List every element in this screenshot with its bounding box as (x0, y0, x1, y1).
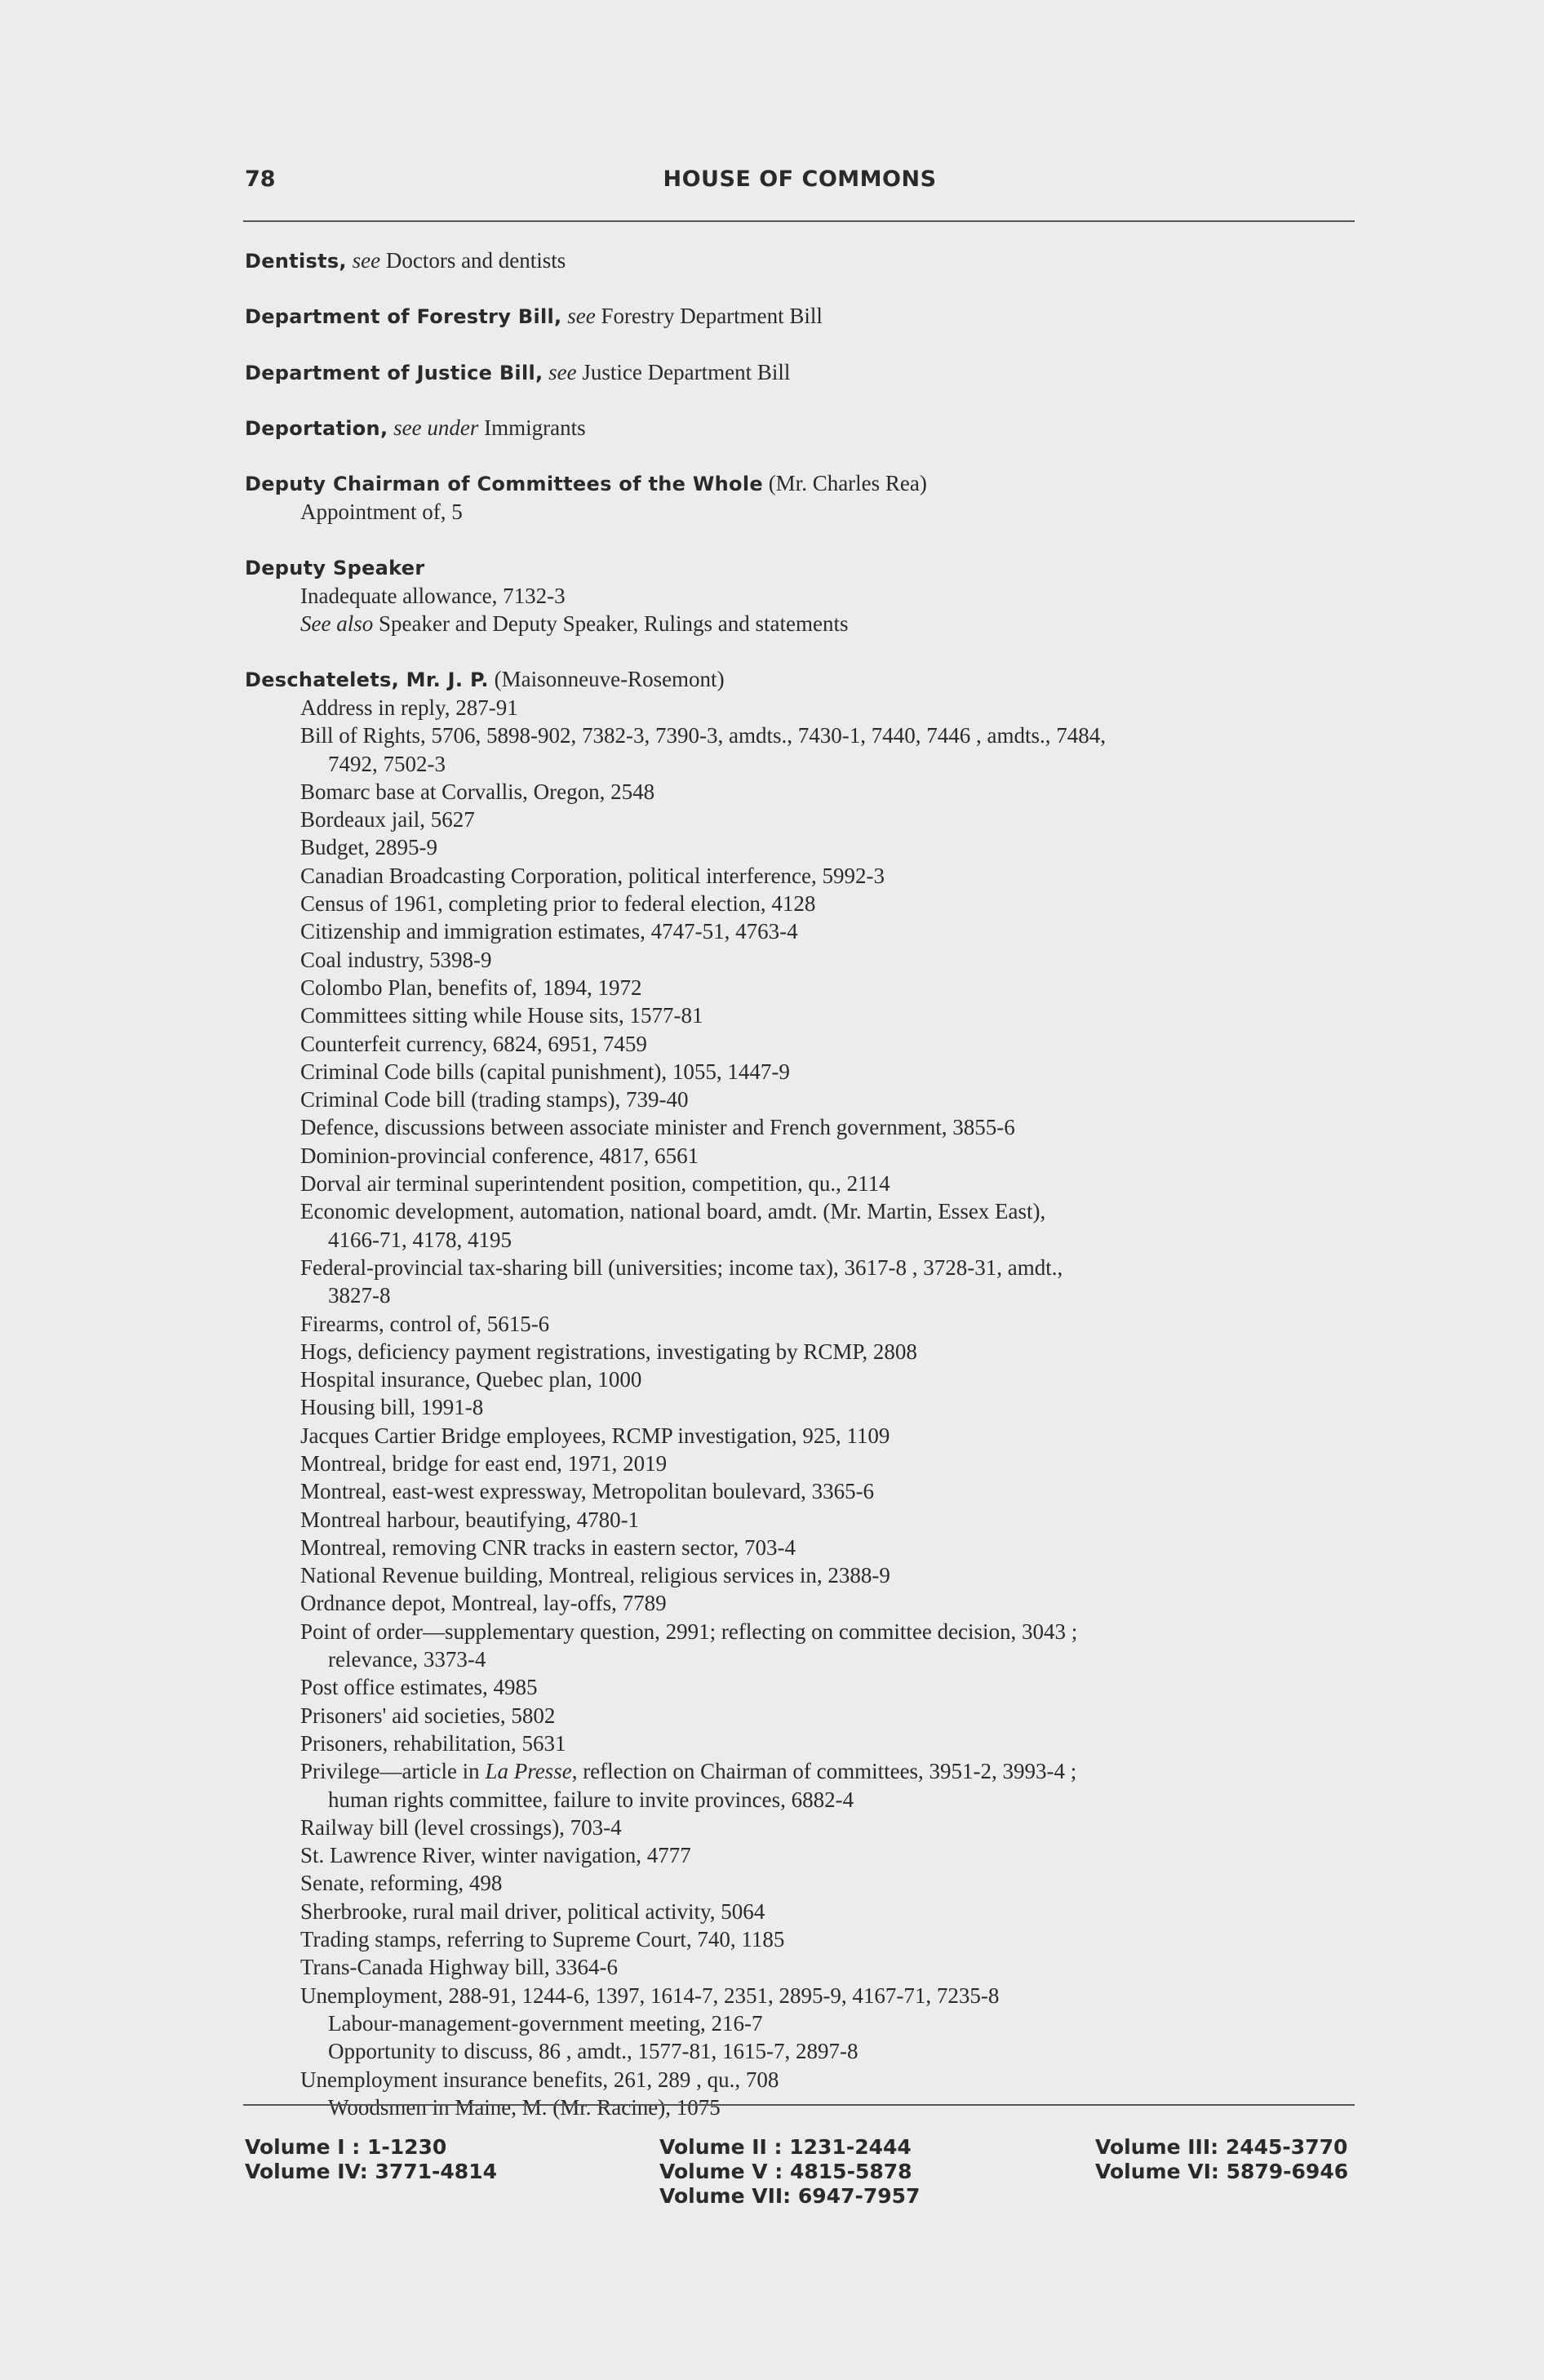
subentry: St. Lawrence River, winter navigation, 4777 (300, 1843, 691, 1868)
see-also-label: See also (300, 611, 374, 637)
subentry: Dominion-provincial conference, 4817, 6561 (300, 1143, 699, 1168)
subentry: Hospital insurance, Quebec plan, 1000 (300, 1367, 642, 1392)
index-entry (245, 469, 1363, 526)
entry-heading-line (245, 302, 1363, 331)
subentry: National Revenue building, Montreal, religious services in, 2388-9 (300, 1563, 890, 1588)
entry-heading-line (245, 469, 1363, 498)
subentry: Prisoners' aid societies, 5802 (300, 1703, 556, 1728)
subentry: Defence, discussions between associate minister and French government, 3855-6 (300, 1115, 1015, 1140)
subentry: Counterfeit currency, 6824, 6951, 7459 (300, 1031, 647, 1056)
entry-heading: Dentists, (245, 250, 347, 273)
subentry: Housing bill, 1991-8 (300, 1395, 484, 1420)
subentry: Sherbrooke, rural mail driver, political activity, 5064 (300, 1898, 765, 1924)
subentry: Address in reply, 287-91 (300, 695, 518, 720)
subentry: relevance, 3373-4 (328, 1647, 486, 1672)
cross-reference-label: see (548, 359, 577, 384)
cross-reference-target: Immigrants (484, 415, 586, 440)
volume-key-column-2 (659, 2135, 920, 2209)
volume-range: Volume VI: 5879-6946 (1095, 2160, 1349, 2183)
subentry: Woodsmen in Maine, M. (Mr. Racine), 1075 (328, 2094, 721, 2120)
subentry: Labour-management-government meeting, 216-7 (328, 2010, 763, 2036)
subentry: Privilege—article in La Presse, reflection on Chairman of committees, 3951-2, 3993-4 ; (300, 1759, 1077, 1784)
subentry: Unemployment, 288-91, 1244-6, 1397, 1614-7, 2351, 2895-9, 4167-71, 7235-8 (300, 1983, 1000, 2008)
cross-reference-target: Doctors and dentists (385, 248, 566, 273)
index-entry (245, 246, 1363, 275)
subentry: Bomarc base at Corvallis, Oregon, 2548 (300, 779, 655, 804)
cross-reference-target: Justice Department Bill (582, 359, 791, 384)
subentry: Coal industry, 5398-9 (300, 947, 492, 972)
subentry: Trans-Canada Highway bill, 3364-6 (300, 1955, 618, 1980)
page-title: HOUSE OF COMMONS (663, 167, 937, 192)
subentry: Trading stamps, referring to Supreme Court, 740, 1185 (300, 1927, 785, 1952)
subentry: Hogs, deficiency payment registrations, investigating by RCMP, 2808 (300, 1339, 917, 1364)
subentry: 3827-8 (328, 1283, 391, 1308)
subentry: Firearms, control of, 5615-6 (300, 1311, 550, 1336)
entry-qualifier: (Maisonneuve-Rosemont) (494, 666, 725, 691)
subentry: Post office estimates, 4985 (300, 1675, 538, 1700)
entry-heading: Deputy Chairman of Committees of the Whole (245, 473, 763, 496)
entry-heading: Department of Justice Bill, (245, 361, 544, 384)
volume-range: Volume V : 4815-5878 (659, 2160, 912, 2183)
volume-range: Volume VII: 6947-7957 (659, 2184, 921, 2208)
page-number: 78 (245, 167, 276, 192)
entry-heading: Deschatelets, Mr. J. P. (245, 668, 489, 691)
cross-reference-target: Forestry Department Bill (601, 304, 823, 329)
subentry: Senate, reforming, 498 (300, 1871, 503, 1896)
subentry: 4166-71, 4178, 4195 (328, 1227, 512, 1252)
subentry: Montreal, bridge for east end, 1971, 2019 (300, 1450, 668, 1476)
entry-heading-line (245, 246, 1363, 275)
subentry: Montreal harbour, beautifying, 4780-1 (300, 1507, 640, 1532)
footer-rule (243, 2104, 1355, 2106)
index-entry (245, 358, 1363, 387)
subentry: Prisoners, rehabilitation, 5631 (300, 1730, 566, 1756)
volume-range: Volume I : 1-1230 (245, 2135, 447, 2159)
entry-heading-line (245, 414, 1363, 442)
subentry: Inadequate allowance, 7132-3 (300, 584, 566, 609)
subentry: Railway bill (level crossings), 703-4 (300, 1814, 622, 1840)
volume-key-column-1 (245, 2135, 497, 2184)
index-entry (245, 302, 1363, 331)
publication-title: La Presse (485, 1759, 572, 1784)
running-head (245, 167, 1355, 199)
subentry: Dorval air terminal superintendent position, competition, qu., 2114 (300, 1171, 890, 1197)
cross-reference-label: see (352, 248, 381, 273)
volume-key (245, 2135, 1356, 2233)
index-body (245, 246, 1363, 2121)
subentry: Criminal Code bill (trading stamps), 739-40 (300, 1087, 689, 1112)
volume-range: Volume IV: 3771-4814 (245, 2160, 497, 2183)
entry-heading: Department of Forestry Bill, (245, 305, 562, 329)
subentry: Committees sitting while House sits, 1577-81 (300, 1003, 703, 1028)
subentry: Citizenship and immigration estimates, 4747-51, 4763-4 (300, 919, 798, 944)
index-entry (245, 553, 1363, 638)
volume-range: Volume II : 1231-2444 (659, 2135, 912, 2159)
subentry: Appointment of, 5 (300, 500, 463, 525)
subentry: 7492, 7502-3 (328, 751, 446, 776)
subentry: Unemployment insurance benefits, 261, 289 , qu., 708 (300, 2067, 779, 2092)
subentry: Colombo Plan, benefits of, 1894, 1972 (300, 975, 642, 1000)
entry-qualifier: (Mr. Charles Rea) (768, 471, 927, 496)
cross-reference-label: see (567, 304, 596, 329)
subentry: Census of 1961, completing prior to federal election, 4128 (300, 891, 816, 917)
subentry: Ordnance depot, Montreal, lay-offs, 7789 (300, 1591, 667, 1616)
subentry: Bill of Rights, 5706, 5898-902, 7382-3, 7390-3, amdts., 7430-1, 7440, 7446 , amdts., 7484, (300, 723, 1106, 748)
cross-reference-label: see under (393, 415, 479, 440)
index-entry (245, 665, 1363, 2121)
subentry: Canadian Broadcasting Corporation, political interference, 5992-3 (300, 863, 885, 888)
subentry: Point of order—supplementary question, 2991; reflecting on committee decision, 3043 ; (300, 1618, 1078, 1644)
subentry: Montreal, removing CNR tracks in eastern sector, 703-4 (300, 1534, 796, 1560)
subentry: Jacques Cartier Bridge employees, RCMP investigation, 925, 1109 (300, 1423, 890, 1448)
see-also-text: Speaker and Deputy Speaker, Rulings and statements (378, 611, 849, 637)
subentry: human rights committee, failure to invite provinces, 6882-4 (328, 1787, 854, 1812)
subentry: Federal-provincial tax-sharing bill (universities; income tax), 3617-8 , 3728-31, amdt., (300, 1254, 1063, 1280)
header-rule (243, 220, 1355, 222)
subentry: Montreal, east-west expressway, Metropolitan boulevard, 3365-6 (300, 1479, 875, 1504)
entry-heading-line (245, 358, 1363, 387)
subentry: Opportunity to discuss, 86 , amdt., 1577-81, 1615-7, 2897-8 (328, 2039, 859, 2064)
entry-heading: Deputy Speaker (245, 556, 425, 579)
entry-heading: Deportation, (245, 416, 388, 440)
see-also-line (273, 610, 1363, 637)
volume-range: Volume III: 2445-3770 (1095, 2135, 1348, 2159)
subentry: Economic development, automation, national board, amdt. (Mr. Martin, Essex East), (300, 1199, 1046, 1224)
entry-heading-line (245, 665, 1363, 694)
subentry: Budget, 2895-9 (300, 835, 437, 860)
volume-key-column-3 (1095, 2135, 1348, 2184)
subentry: Bordeaux jail, 5627 (300, 807, 475, 833)
subentry: Criminal Code bills (capital punishment), 1055, 1447-9 (300, 1059, 790, 1084)
index-entry (245, 414, 1363, 442)
entry-heading-line (245, 553, 1363, 582)
